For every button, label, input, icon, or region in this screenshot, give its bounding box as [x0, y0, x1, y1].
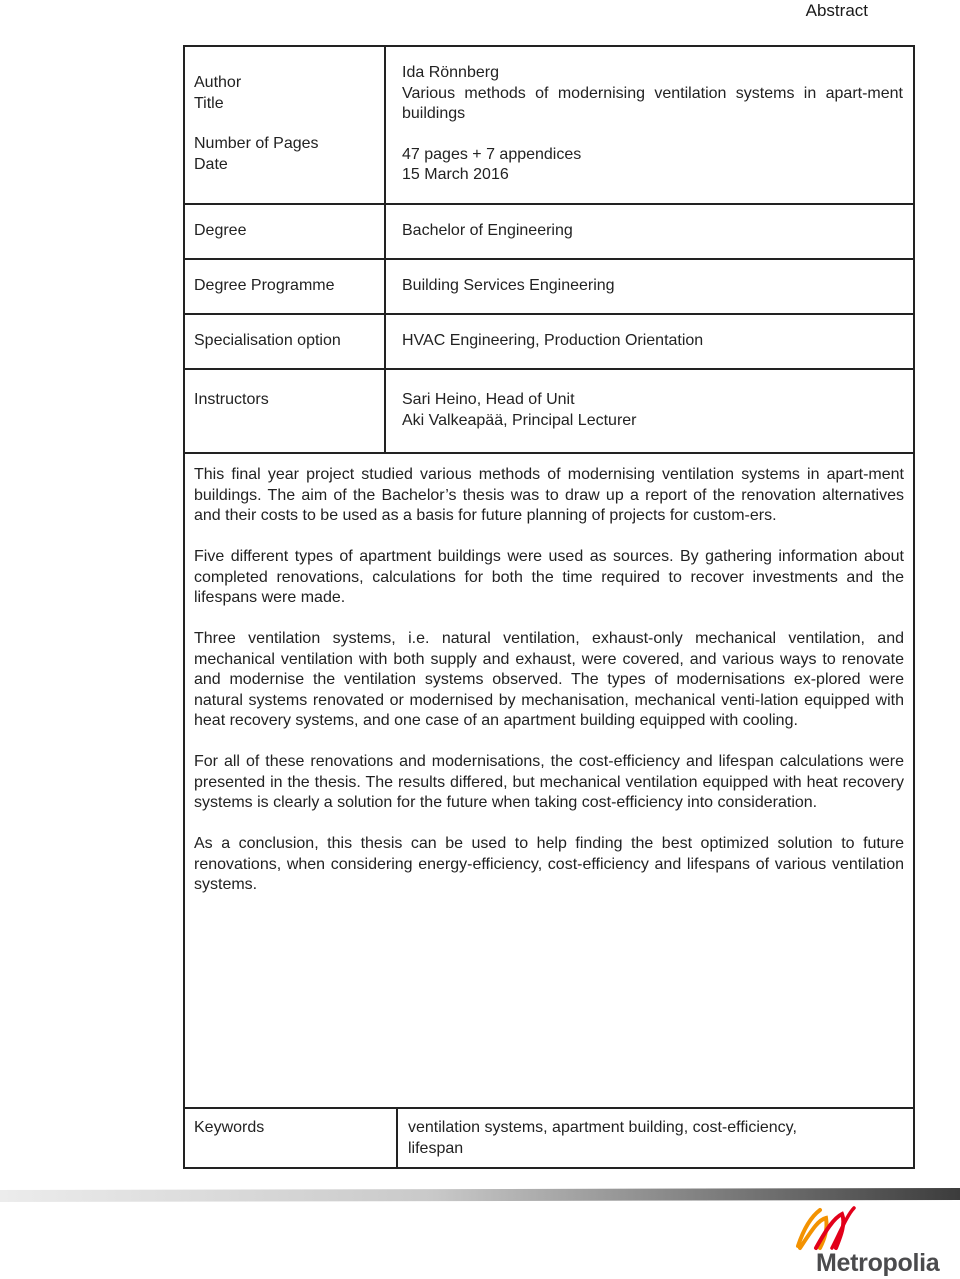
keywords-line-2: lifespan: [408, 1139, 464, 1157]
abstract-paragraph-5: As a conclusion, this thesis can be used to help finding the best optimized solution to future renovations, when considering energy-efficiency, cost-efficiency and lifespans of various ventilation systems.: [194, 835, 904, 893]
instructors-value: [386, 370, 913, 452]
keywords-label: Keywords: [185, 1109, 398, 1167]
info-row-author-title: [185, 47, 913, 205]
metropolia-logo-text: Metropolia: [816, 1249, 940, 1277]
page-header-title: Abstract: [805, 1, 868, 20]
instructor-2: Aki Valkeapää, Principal Lecturer: [402, 411, 637, 429]
info-values: [386, 47, 913, 203]
abstract-paragraph-4: For all of these renovations and modernisations, the cost-efficiency and lifespan calculations were presented in the thesis. The results differed, but mechanical ventilation equipped with heat recovery systems is clearly a solution for the future when taking cost-efficiency into consideration.: [194, 753, 904, 811]
abstract-paragraph-1: This final year project studied various methods of modernising ventilation systems in apart-ment buildings. The aim of the Bachelor’s thesis was to draw up a report of the renovation alternatives and their costs to be used as a basis for future planning of projects for custom-ers.: [194, 466, 904, 524]
pages-value: 47 pages + 7 appendices: [402, 145, 582, 163]
pages-label: Number of Pages: [194, 135, 319, 152]
programme-value: Building Services Engineering: [402, 277, 615, 294]
programme-label: Degree Programme: [185, 260, 386, 313]
date-label: Date: [194, 155, 228, 173]
info-row-degree: [185, 205, 913, 260]
abstract-paragraph-2: Five different types of apartment buildings were used as sources. By gathering information about completed renovations, calculations for both the time required to recover investments and the lifespans were made.: [194, 548, 904, 606]
author-label: Author: [194, 74, 242, 91]
keywords-line-1: ventilation systems, apartment building, cost-efficiency,: [408, 1119, 797, 1136]
keywords-row: [183, 1107, 915, 1169]
info-row-instructors: [185, 370, 913, 452]
abstract-body: [185, 452, 913, 896]
degree-value: Bachelor of Engineering: [402, 222, 573, 239]
instructors-label: Instructors: [185, 370, 386, 452]
keywords-value: [398, 1109, 913, 1167]
title-value: Various methods of modernising ventilation systems in apart-ment buildings: [402, 84, 903, 122]
title-label: Title: [194, 94, 224, 112]
info-labels: [185, 47, 386, 203]
instructor-1: Sari Heino, Head of Unit: [402, 391, 575, 408]
author-value: Ida Rönnberg: [402, 64, 499, 81]
specialisation-value: HVAC Engineering, Production Orientation: [402, 332, 704, 349]
info-row-programme: [185, 260, 913, 315]
info-row-specialisation: [185, 315, 913, 370]
degree-label: Degree: [185, 205, 386, 258]
specialisation-label: Specialisation option: [185, 315, 386, 368]
abstract-paragraph-3: Three ventilation systems, i.e. natural ventilation, exhaust-only mechanical ventilation, and mechanical ventilation with both supply and exhaust, were covered, and various ways to renovate and modernise the ventilation systems observed. The types of modernisations ex-plored were natural systems renovated or modernised by mechanisation, mechanical venti-lation equipped with heat recovery systems, and one case of an apartment building equipped with cooling.: [194, 630, 904, 729]
abstract-frame: [183, 45, 915, 1169]
date-value: 15 March 2016: [402, 166, 509, 183]
